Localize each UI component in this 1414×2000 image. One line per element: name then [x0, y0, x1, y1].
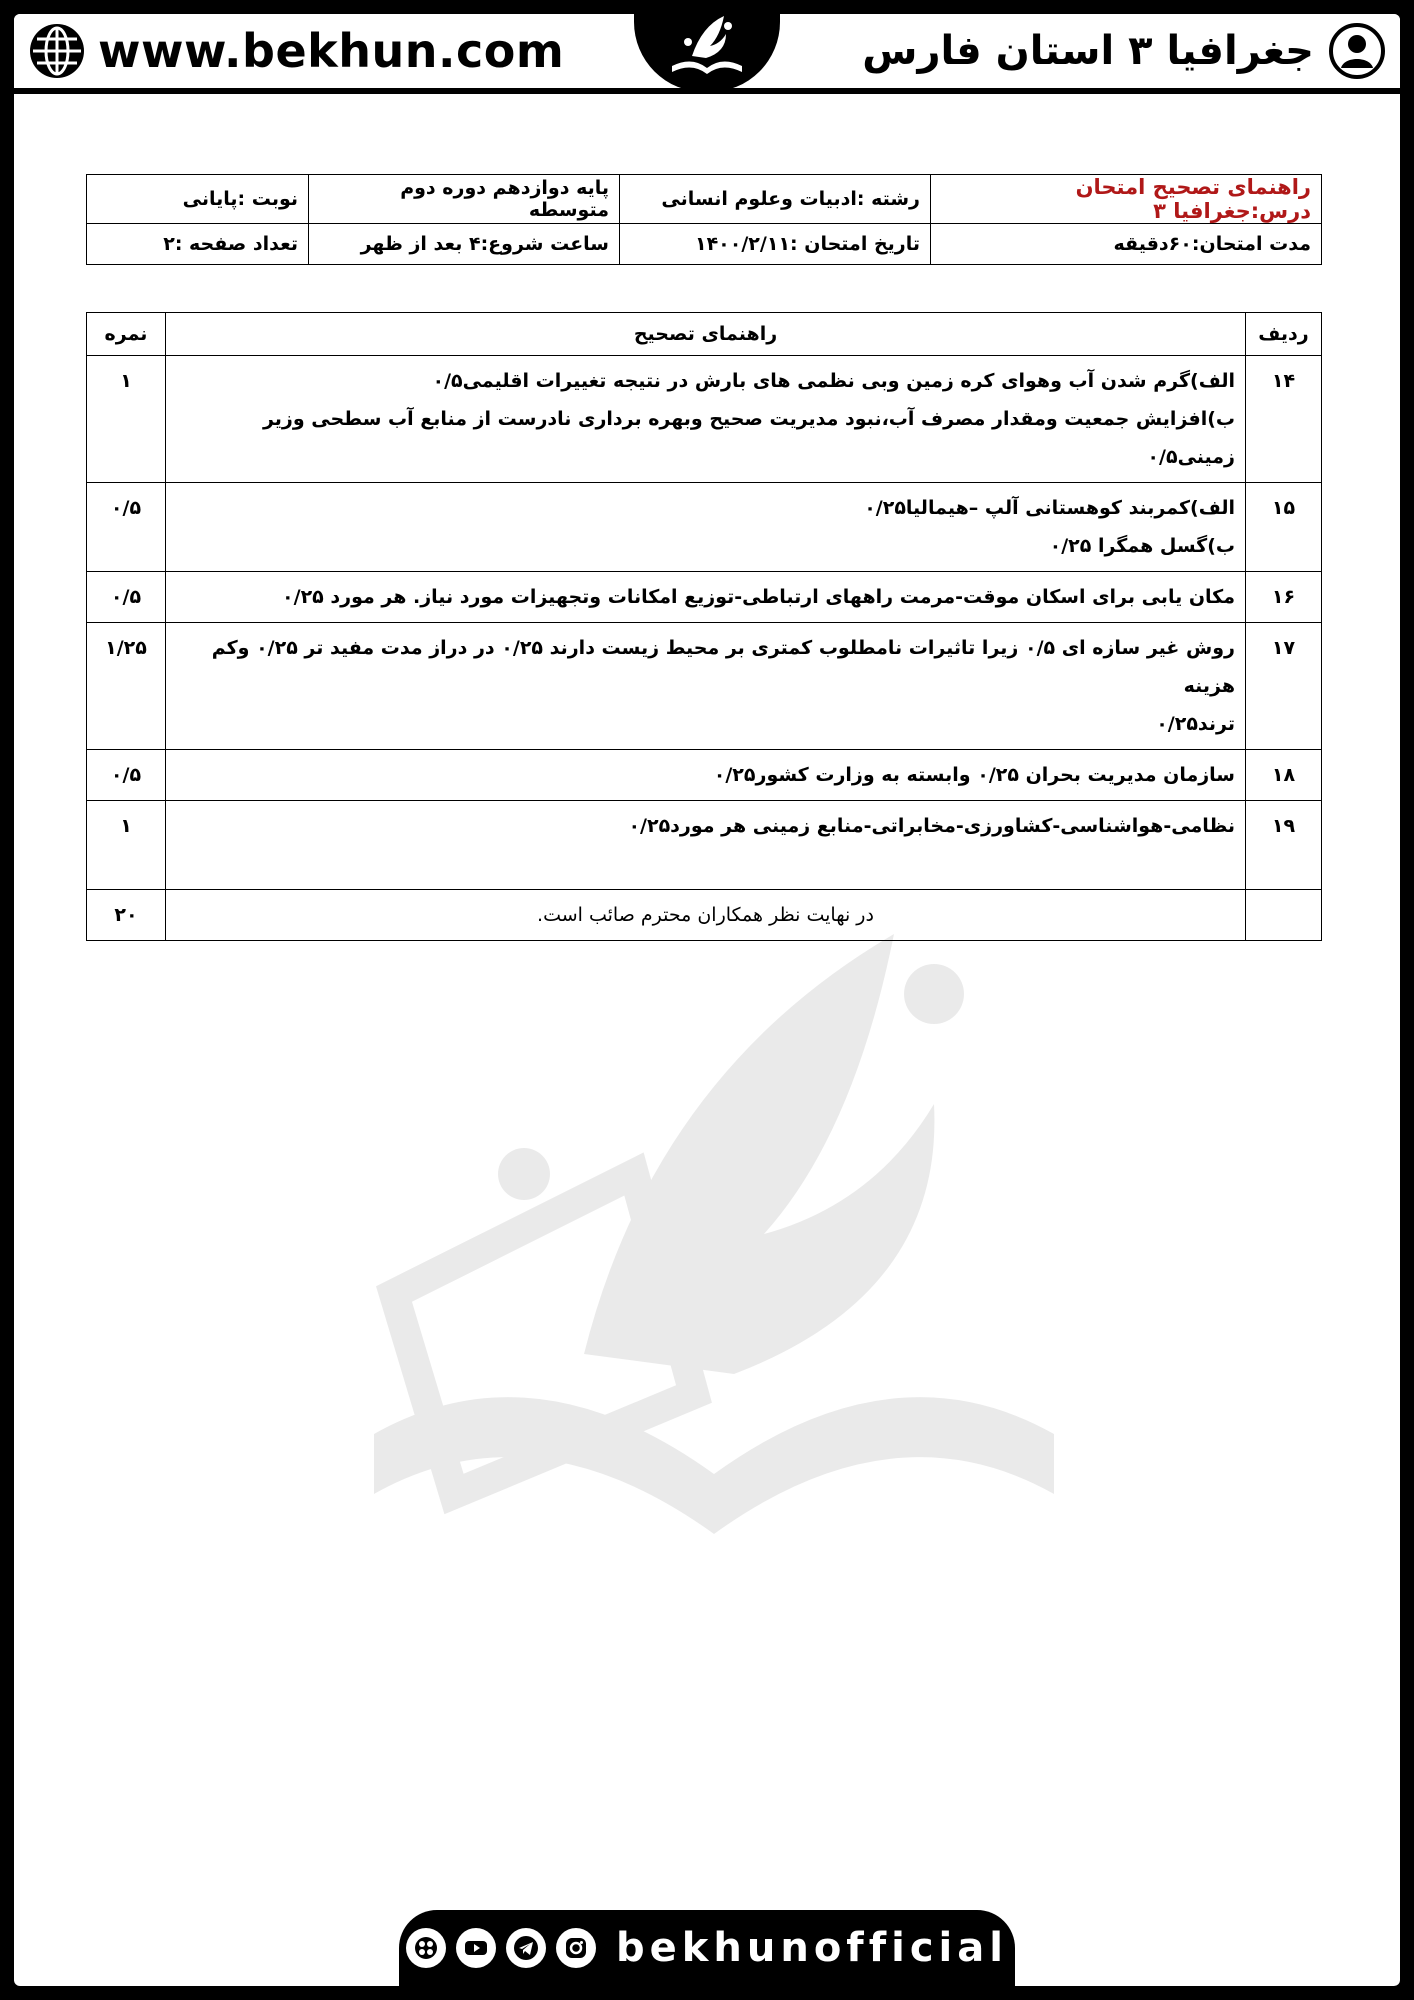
header-guide: راهنمای تصحیح [166, 313, 1246, 356]
header-title [862, 22, 1386, 80]
aparat-icon[interactable] [406, 1928, 446, 1968]
answer-line: نظامی-هواشناسی-کشاورزی-مخابراتی-منابع زمینی هر مورد۰/۲۵ [628, 815, 1235, 837]
website-url: www.bekhun.com [98, 24, 565, 78]
youtube-icon[interactable] [456, 1928, 496, 1968]
answer-text [166, 356, 1246, 483]
closing-row [87, 890, 1322, 941]
info-row [87, 175, 1322, 224]
info-row [87, 224, 1322, 265]
answer-text [166, 801, 1246, 890]
table-row [87, 572, 1322, 623]
table-row [87, 750, 1322, 801]
row-score: ۱ [87, 356, 166, 483]
social-handle[interactable]: bekhunofficial [616, 1925, 1008, 1971]
table-row [87, 356, 1322, 483]
watermark-logo [334, 874, 1094, 1554]
answer-text [166, 483, 1246, 572]
start-time: ساعت شروع:۴ بعد از ظهر [309, 224, 620, 265]
header-row-number: ردیف [1246, 313, 1322, 356]
answer-line: الف)کمربند کوهستانی آلپ –هیمالیا۰/۲۵ [864, 497, 1235, 519]
row-number: ۱۴ [1246, 356, 1322, 483]
answer-line: روش غیر سازه ای ۰/۵ زیرا تاثیرات نامطلوب کمتری بر محیط زیست دارند ۰/۲۵ در دراز مدت مفید تر ۰/۲۵ وکم هزینه [211, 637, 1235, 697]
answer-line: ب)گسل همگرا ۰/۲۵ [1049, 535, 1235, 557]
telegram-icon[interactable] [506, 1928, 546, 1968]
row-number: ۱۸ [1246, 750, 1322, 801]
answer-text [166, 750, 1246, 801]
social-footer [399, 1910, 1015, 1986]
field-of-study: رشته :ادبیات وعلوم انسانی [620, 175, 931, 224]
answer-line: ترند۰/۲۵ [1156, 713, 1235, 735]
answer-line [176, 845, 1235, 883]
grade-level: پایه دوازدهم دوره دوم متوسطه [309, 175, 620, 224]
answer-line: ب)افزایش جمعیت ومقدار مصرف آب،نبود مدیریت صحیح وبهره برداری نادرست از منابع آب سطحی وزیر زمینی۰/۵ [262, 408, 1235, 468]
row-number: ۱۷ [1246, 623, 1322, 750]
exam-page [14, 14, 1400, 1986]
row-score: ۰/۵ [87, 572, 166, 623]
book-logo-icon [662, 14, 752, 86]
answer-line: الف)گرم شدن آب وهوای کره زمین وبی نظمی های بارش در نتیجه تغییرات اقلیمی۰/۵ [432, 370, 1235, 392]
row-number: ۱۹ [1246, 801, 1322, 890]
user-icon [1328, 22, 1386, 80]
row-score: ۰/۵ [87, 750, 166, 801]
exam-info-table [86, 174, 1322, 265]
answer-text [166, 623, 1246, 750]
closing-note: در نهایت نظر همکاران محترم صائب است. [166, 890, 1246, 941]
row-number-empty [1246, 890, 1322, 941]
answer-text [166, 572, 1246, 623]
row-number: ۱۶ [1246, 572, 1322, 623]
row-number: ۱۵ [1246, 483, 1322, 572]
globe-icon [28, 22, 86, 80]
exam-session: نوبت :پایانی [87, 175, 309, 224]
website-link[interactable] [28, 22, 564, 80]
row-score: ۱ [87, 801, 166, 890]
instagram-icon[interactable] [556, 1928, 596, 1968]
answer-header-row [87, 313, 1322, 356]
answer-key-table [86, 312, 1322, 941]
row-score: ۰/۵ [87, 483, 166, 572]
total-score: ۲۰ [87, 890, 166, 941]
page-count: تعداد صفحه :۲ [87, 224, 309, 265]
table-row [87, 483, 1322, 572]
exam-date: تاریخ امتحان :۱۴۰۰/۲/۱۱ [620, 224, 931, 265]
page-title: جغرافیا ۳ استان فارس [862, 28, 1314, 74]
table-row [87, 623, 1322, 750]
row-score: ۱/۲۵ [87, 623, 166, 750]
answer-line: مکان یابی برای اسکان موقت-مرمت راههای ارتباطی-توزیع امکانات وتجهیزات مورد نیاز. هر مورد ۰/۲۵ [282, 586, 1235, 608]
table-row [87, 801, 1322, 890]
exam-duration: مدت امتحان:۶۰دقیقه [931, 224, 1322, 265]
course-title: راهنمای تصحیح امتحان درس:جغرافیا ۳ [931, 175, 1322, 224]
header-score: نمره [87, 313, 166, 356]
answer-line: سازمان مدیریت بحران ۰/۲۵ وابسته به وزارت کشور۰/۲۵ [713, 764, 1235, 786]
